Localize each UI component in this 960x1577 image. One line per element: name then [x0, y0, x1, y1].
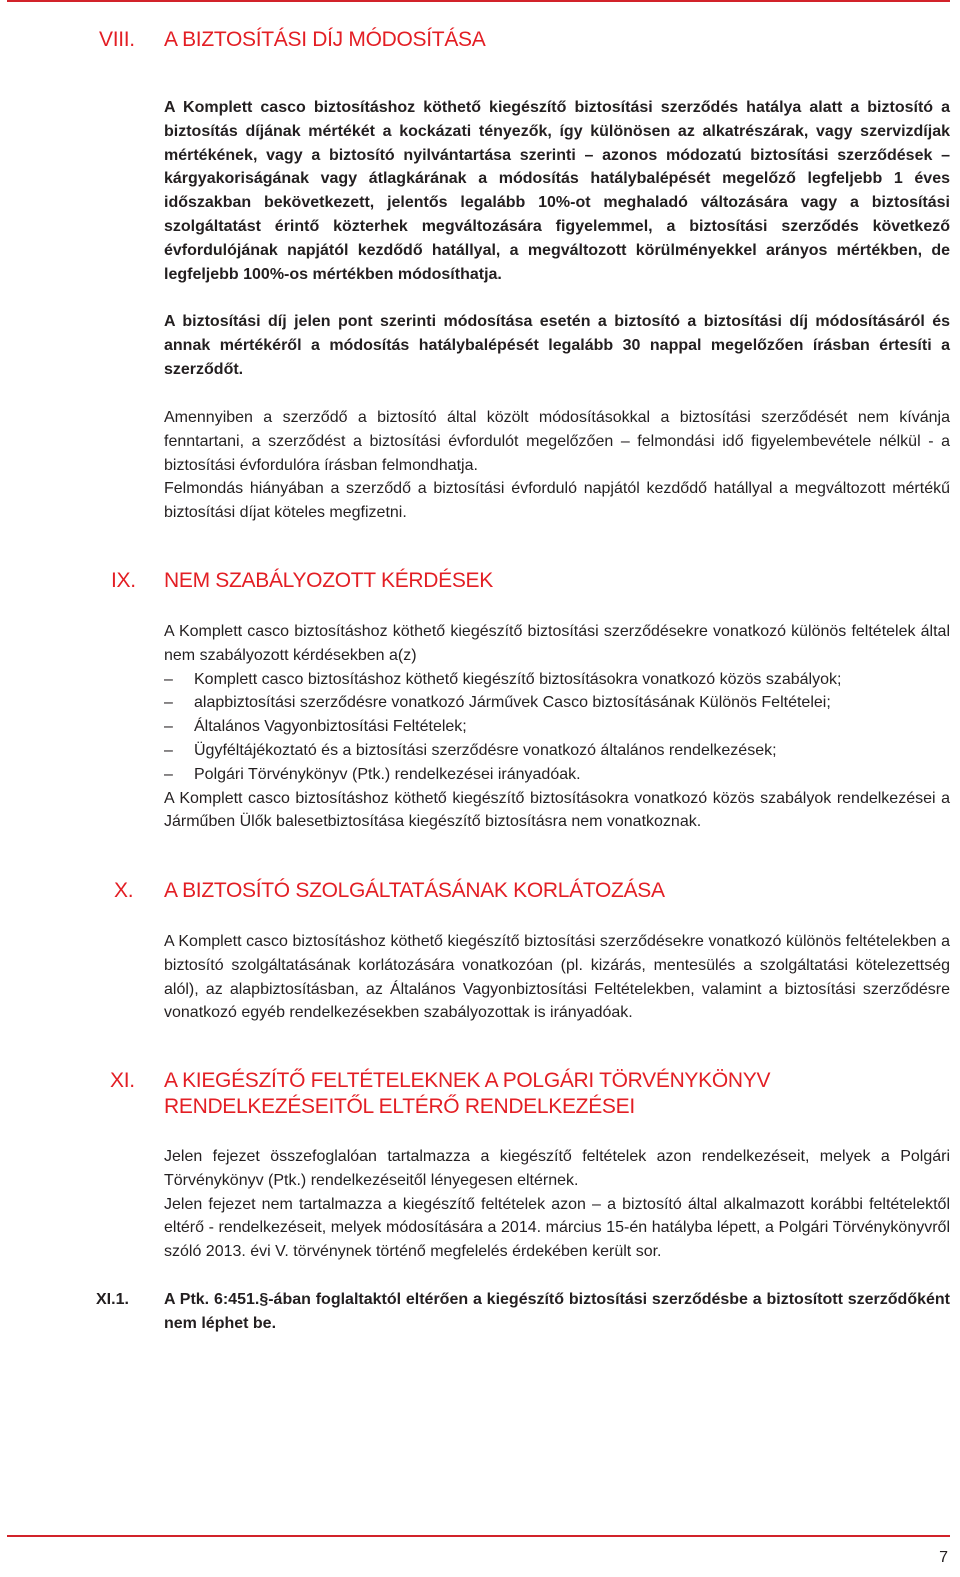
subsection-11-1-number: XI.1.: [96, 1291, 129, 1308]
section-11-p2-text: Jelen fejezet nem tartalmazza a kiegészítő feltételek azon – a biztosító által alkalmazott korábbi feltételektől eltérő - rendelkezéseit, melyek módosítására a 2014. március 15-én hatályba lépett, a Polgári Törvénykönyvről szóló 2013. évi V. törvénynek történő megfelelés érdekében került sor.: [164, 1195, 950, 1261]
section-11-title-line-1: A KIEGÉSZÍTŐ FELTÉTELEKNEK A POLGÁRI TÖRVÉNYKÖNYV: [164, 1069, 771, 1092]
list-item: – Ügyféltájékoztató és a biztosítási szerződésre vonatkozó általános rendelkezések;: [164, 739, 950, 763]
section-8-p1-text: A Komplett casco biztosításhoz köthető kiegészítő biztosítási szerződés hatálya alatt a biztosító a biztosítás díjának mértékét a kockázati tényezők, így különösen az alkatrészárak, vagy szervizdíjak mértékének, vagy a biztosító nyilvántartása szerinti – azonos módozatú biztosítási szerződések – kárgyakoriságának vagy átlagkárának a módosítás hatálybalépését megelőző legfeljebb 1 éves időszakban bekövetkezett, jelentős legalább 10%-ot meghaladó változására vagy a biztosítási szolgáltatást érintő közterhek megváltozására figyelemmel, a biztosítási szerződés következő évfordulójának napjától kezdődő hatállyal, a megváltozott körülményekkel arányos mértékben, de legfeljebb 100%-os mértékben módosíthatja.: [164, 99, 950, 283]
section-10-number: X.: [114, 879, 134, 902]
section-9-number: IX.: [111, 569, 136, 592]
list-item: – alapbiztosítási szerződésre vonatkozó Járművek Casco biztosításának Különös Feltételei;: [164, 691, 950, 715]
section-8-paragraph-3: [164, 406, 950, 525]
section-8-number: VIII.: [99, 28, 135, 51]
section-11-title: [164, 1068, 770, 1120]
section-10-title: A BIZTOSÍTÓ SZOLGÁLTATÁSÁNAK KORLÁTOZÁSA: [164, 879, 665, 902]
top-rule: [7, 0, 950, 2]
list-item: – Polgári Törvénykönyv (Ptk.) rendelkezései irányadóak.: [164, 763, 950, 787]
list-item: – Komplett casco biztosításhoz köthető kiegészítő biztosításokra vonatkozó közös szabályok;: [164, 668, 950, 692]
section-8-p4-text: Felmondás hiányában a szerződő a biztosítási évforduló napjától kezdődő hatállyal a megváltozott mértékű biztosítási díjat köteles megfizetni.: [164, 480, 950, 522]
section-9-title: NEM SZABÁLYOZOTT KÉRDÉSEK: [164, 569, 493, 592]
section-8-paragraph-1: [164, 96, 950, 286]
list-item: – Általános Vagyonbiztosítási Feltételek;: [164, 715, 950, 739]
page-number: 7: [939, 1549, 948, 1566]
section-9-intro: A Komplett casco biztosításhoz köthető kiegészítő biztosítási szerződésekre vonatkozó különös feltételek által nem szabályozott kérdésekben a(z): [164, 623, 950, 664]
section-9-body: [164, 620, 950, 834]
section-11-body: [164, 1145, 950, 1264]
section-11-number: XI.: [110, 1069, 135, 1092]
bottom-rule: [7, 1535, 950, 1537]
section-9-outro: A Komplett casco biztosításhoz köthető kiegészítő biztosításokra vonatkozó közös szabályok rendelkezései a Járműben Ülők balesetbiztosítása kiegészítő biztosításra nem vonatkoznak.: [164, 789, 950, 831]
subsection-11-1-body: [164, 1288, 950, 1336]
section-8-paragraph-2: [164, 310, 950, 381]
section-11-title-line-2: RENDELKEZÉSEITŐL ELTÉRŐ RENDELKEZÉSEI: [164, 1095, 635, 1118]
section-8-title: A BIZTOSÍTÁSI DÍJ MÓDOSÍTÁSA: [164, 28, 486, 51]
section-10-body: [164, 930, 950, 1025]
section-8-p2-text: A biztosítási díj jelen pont szerinti módosítása esetén a biztosító a biztosítási díj módosításáról és annak mértékéről a módosítás hatálybalépését legalább 30 nappal megelőzően írásban értesíti a szerződőt.: [164, 313, 950, 378]
section-10-p1-text: A Komplett casco biztosításhoz köthető kiegészítő biztosítási szerződésekre vonatkozó különös feltételekben a biztosító szolgáltatásának korlátozására vonatkozóan (pl. kizárás, mentesülés a szolgáltatási kötelezettség alól), az alapbiztosításban, az Általános Vagyonbiztosítási Feltételekben, valamint a biztosítási szerződésre vonatkozó egyéb rendelkezésekben szabályozottak is irányadóak.: [164, 933, 950, 1022]
section-11-p1-text: Jelen fejezet összefoglalóan tartalmazza a kiegészítő feltételek azon rendelkezéseit, melyek a Polgári Törvénykönyv (Ptk.) rendelkezéseitől lényegesen eltérnek.: [164, 1148, 950, 1189]
section-8-p3-text: Amennyiben a szerződő a biztosító által közölt módosításokkal a biztosítási szerződését nem kívánja fenntartani, a szerződést a biztosítási évfordulót megelőzően – felmondási idő figyelembevétele nélkül - a biztosítási évfordulóra írásban felmondhatja.: [164, 409, 950, 474]
section-9-list: [164, 668, 950, 787]
subsection-11-1-text: A Ptk. 6:451.§-ában foglaltaktól eltérően a kiegészítő biztosítási szerződésbe a biztosított szerződőként nem léphet be.: [164, 1291, 950, 1332]
